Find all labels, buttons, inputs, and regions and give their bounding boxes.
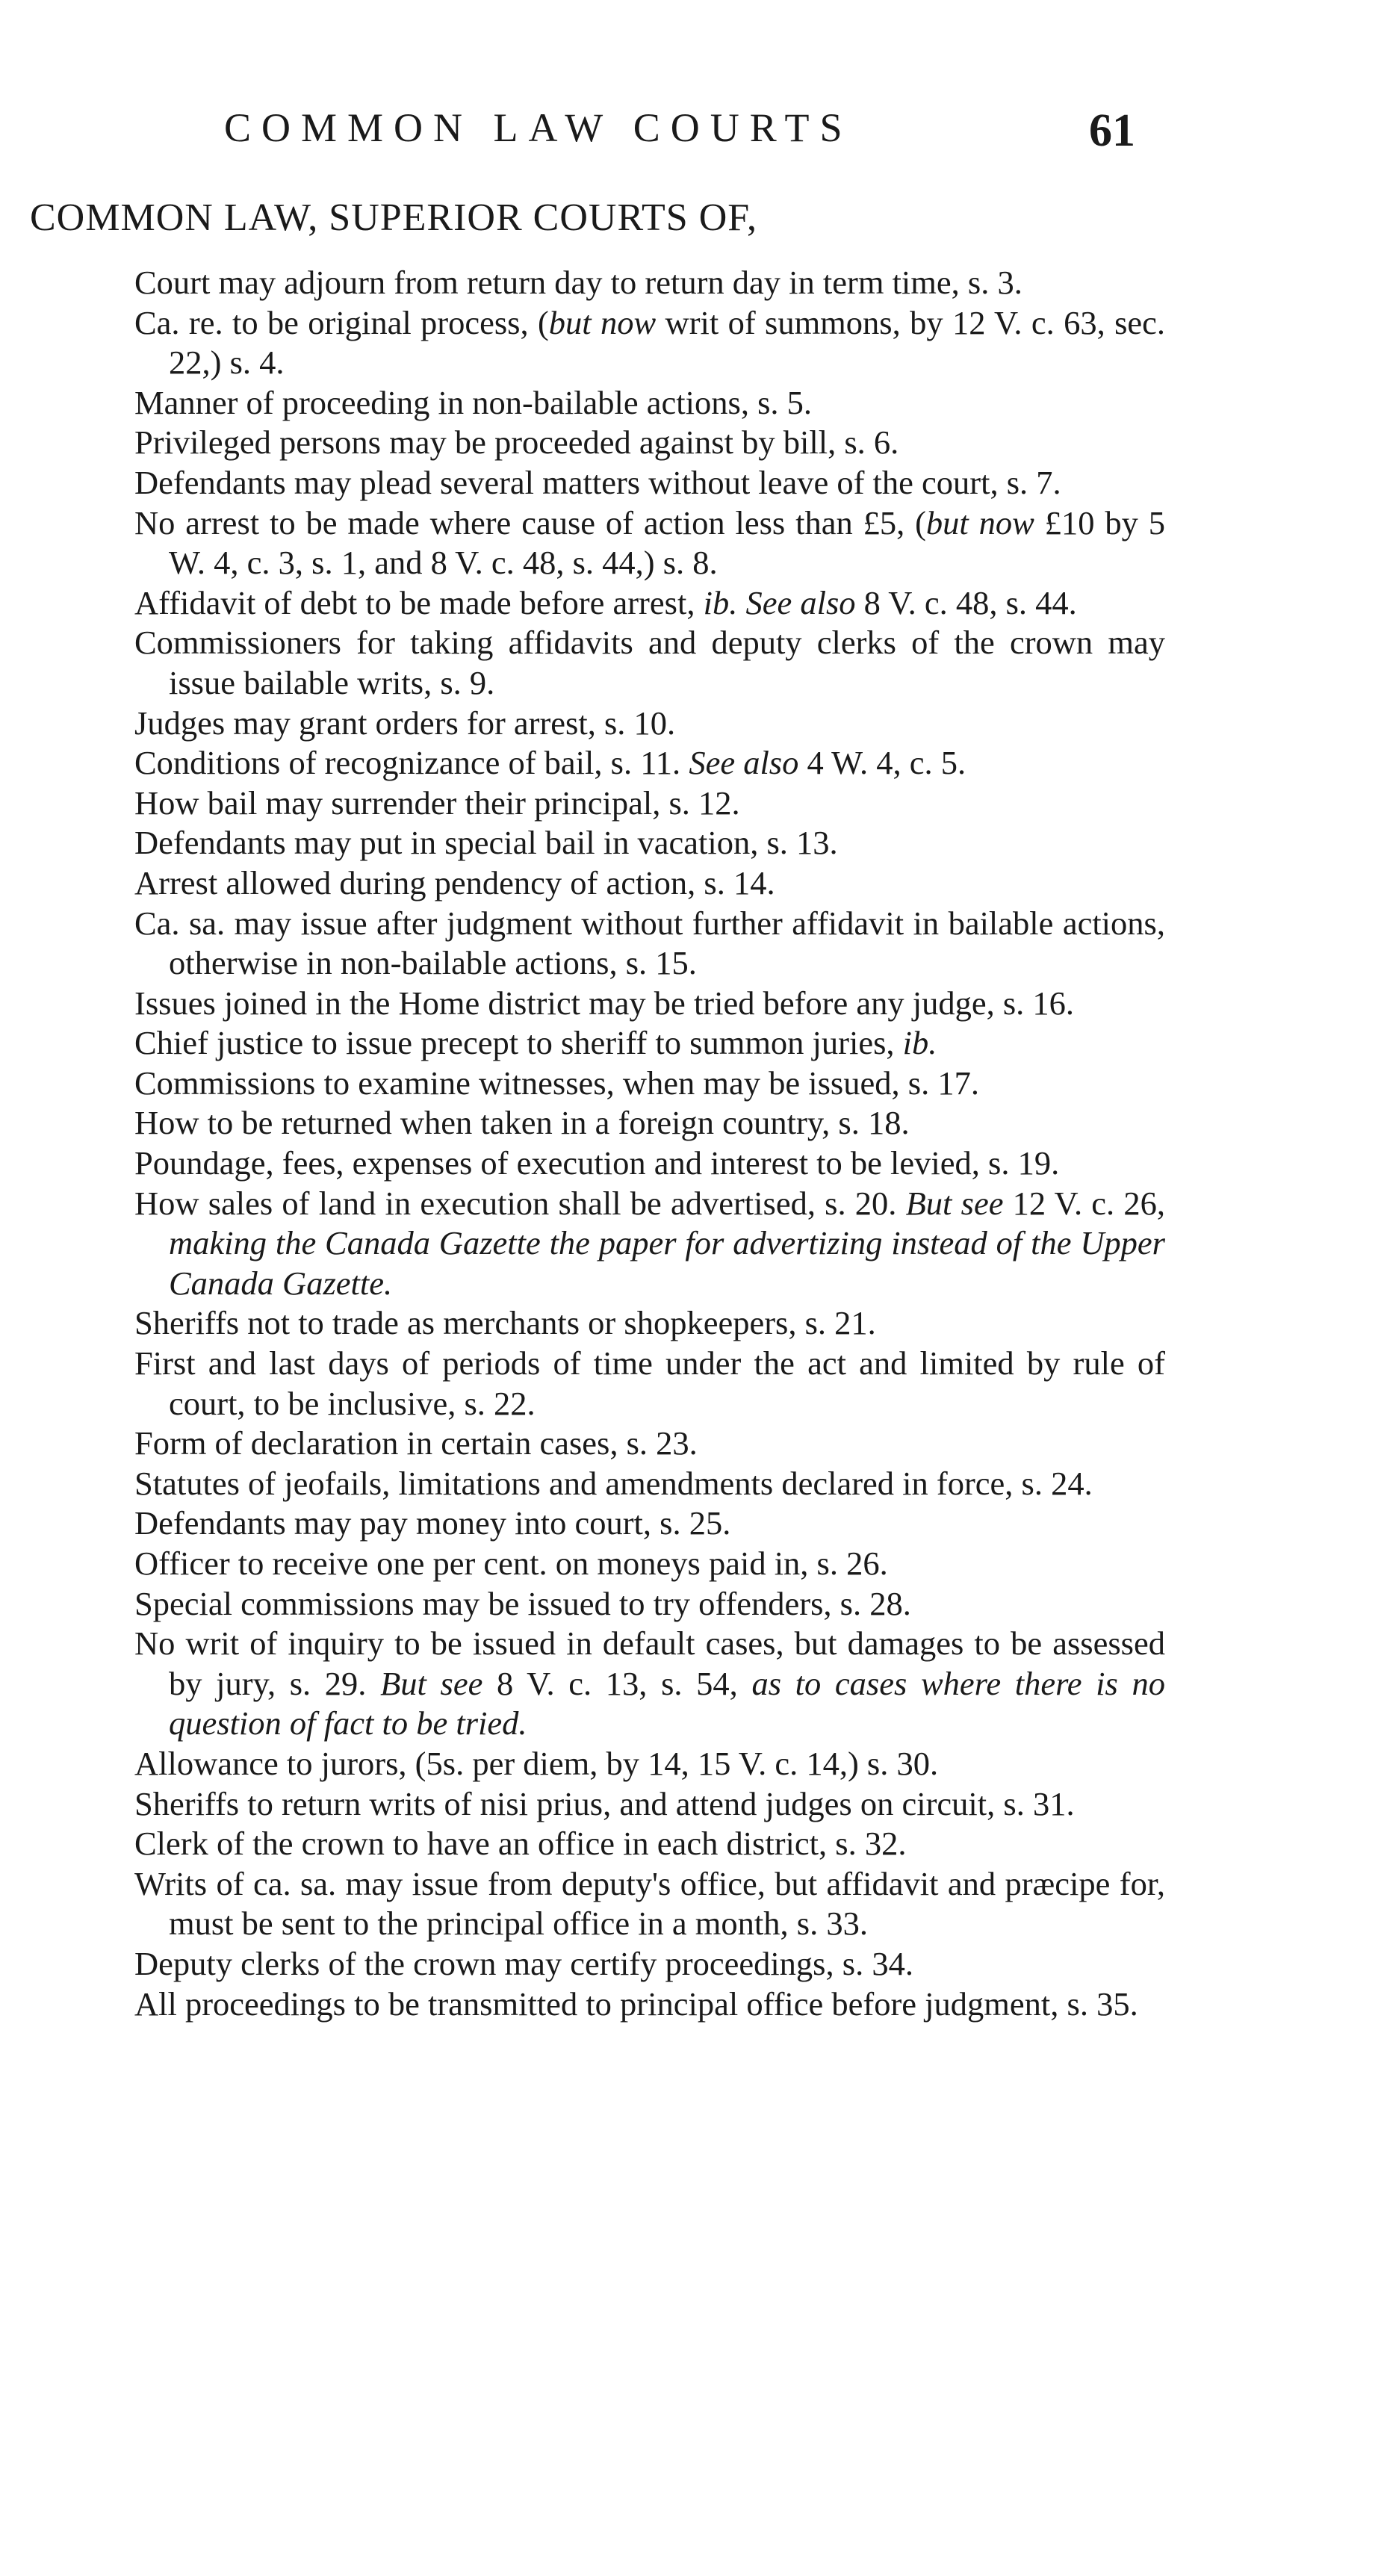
text-run: Chief justice to issue precept to sheriff to summon juries, bbox=[134, 1024, 903, 1062]
text-run: Form of declaration in certain cases, s. 23. bbox=[134, 1424, 698, 1462]
text-run: Clerk of the crown to have an office in each district, s. 32. bbox=[134, 1825, 907, 1863]
index-entry bbox=[134, 984, 1165, 1024]
index-entry bbox=[134, 303, 1165, 383]
index-entry bbox=[134, 383, 1165, 423]
text-run: Judges may grant orders for arrest, s. 10. bbox=[134, 704, 676, 742]
index-entry bbox=[134, 1864, 1165, 1944]
text-run: Officer to receive one per cent. on moneys paid in, s. 26. bbox=[134, 1545, 888, 1582]
italic-run: as to cases where there is no question of fact to be tried. bbox=[169, 1664, 1165, 1742]
index-entry bbox=[134, 1984, 1165, 2025]
text-run: Allowance to jurors, (5s. per diem, by 14, 15 V. c. 14,) s. 30. bbox=[134, 1744, 939, 1782]
text-run: Writs of ca. sa. may issue from deputy's office, but affidavit and præcipe for, must be sent to the principal office in a month, s. 33. bbox=[134, 1864, 1165, 1943]
index-entry bbox=[134, 1303, 1165, 1344]
text-run: Ca. re. to be original process, ( bbox=[134, 303, 549, 341]
running-header-title: COMMON LAW COURTS bbox=[224, 105, 853, 150]
text-run: Defendants may plead several matters without leave of the court, s. 7. bbox=[134, 463, 1061, 501]
text-run: 12 V. c. 26, bbox=[1003, 1184, 1165, 1222]
text-run: 4 W. 4, c. 5. bbox=[798, 744, 966, 782]
text-run: 8 V. c. 48, s. 44. bbox=[855, 583, 1077, 621]
text-run: First and last days of periods of time under the act and limited by rule of court, to be inclusive, s. 22. bbox=[134, 1344, 1165, 1422]
text-run: £10 by 5 W. 4, c. 3, s. 1, and 8 V. c. 48, s. 44,) s. 8. bbox=[169, 503, 1166, 582]
text-run: Ca. sa. may issue after judgment without further affidavit in bailable actions, otherwise in non-bailable actions, s. 15. bbox=[134, 904, 1165, 982]
text-run: Commissions to examine witnesses, when may be issued, s. 17. bbox=[134, 1064, 979, 1102]
italic-run: ib. bbox=[703, 583, 738, 621]
text-run: No writ of inquiry to be issued in default cases, but damages to be assessed by jury, s. 29. bbox=[134, 1624, 1165, 1702]
index-entry bbox=[134, 503, 1165, 583]
text-run: How sales of land in execution shall be advertised, s. 20. bbox=[134, 1184, 906, 1222]
text-run: Statutes of jeofails, limitations and amendments declared in force, s. 24. bbox=[134, 1464, 1093, 1502]
index-entry bbox=[134, 1344, 1165, 1424]
text-run: Issues joined in the Home district may be tried before any judge, s. 16. bbox=[134, 984, 1075, 1022]
text-run bbox=[737, 584, 745, 621]
index-entry bbox=[134, 743, 1165, 783]
text-run: No arrest to be made where cause of action less than £5, ( bbox=[134, 503, 926, 541]
text-run: Affidavit of debt to be made before arrest, bbox=[134, 583, 704, 621]
index-entry bbox=[134, 783, 1165, 824]
index-entry bbox=[134, 1584, 1165, 1624]
italic-run: But see bbox=[905, 1184, 1004, 1222]
index-entry bbox=[134, 1744, 1165, 1784]
italic-run: See also bbox=[745, 583, 856, 621]
index-entry bbox=[134, 1143, 1165, 1184]
index-entry bbox=[134, 863, 1165, 904]
text-run: 8 V. c. 13, s. 54, bbox=[482, 1664, 752, 1702]
index-entry bbox=[134, 263, 1165, 303]
text-run: All proceedings to be transmitted to principal office before judgment, s. 35. bbox=[134, 1984, 1138, 2023]
index-entry bbox=[134, 1424, 1165, 1464]
index-entry bbox=[134, 423, 1165, 463]
text-run: writ of summons, by 12 V. c. 63, sec. 22,) s. 4. bbox=[169, 303, 1166, 382]
text-run: Commissioners for taking affidavits and deputy clerks of the crown may issue bailable writs, s. 9. bbox=[134, 624, 1165, 701]
text-run: Manner of proceeding in non-bailable actions, s. 5. bbox=[134, 383, 813, 421]
index-entry bbox=[134, 1464, 1165, 1504]
text-run: Sheriffs to return writs of nisi prius, and attend judges on circuit, s. 31. bbox=[134, 1784, 1075, 1822]
index-entry bbox=[134, 1103, 1165, 1143]
text-run: Defendants may put in special bail in vacation, s. 13. bbox=[134, 824, 838, 862]
italic-run: ib. bbox=[902, 1024, 937, 1062]
index-entry bbox=[134, 583, 1165, 624]
text-run: Arrest allowed during pendency of action, s. 14. bbox=[134, 863, 775, 901]
index-entry bbox=[134, 1624, 1165, 1744]
text-run: How to be returned when taken in a foreign country, s. 18. bbox=[134, 1104, 910, 1142]
index-entry bbox=[134, 1944, 1165, 1984]
text-run: Conditions of recognizance of bail, s. 11. bbox=[134, 744, 689, 782]
text-run: Court may adjourn from return day to return day in term time, s. 3. bbox=[134, 264, 1022, 301]
index-entry bbox=[134, 1503, 1165, 1544]
index-entry bbox=[134, 1184, 1165, 1304]
index-entry bbox=[134, 623, 1165, 703]
index-entry bbox=[134, 1064, 1165, 1104]
index-entry bbox=[134, 1544, 1165, 1584]
index-entry bbox=[134, 1824, 1165, 1864]
index-entry bbox=[134, 704, 1165, 744]
section-heading: COMMON LAW, SUPERIOR COURTS OF, bbox=[30, 196, 758, 239]
italic-run: See also bbox=[689, 744, 799, 782]
index-entry bbox=[134, 1023, 1165, 1064]
text-run: Defendants may pay money into court, s. 25. bbox=[134, 1504, 731, 1542]
italic-run: but now bbox=[548, 303, 657, 341]
text-run: Poundage, fees, expenses of execution and interest to be levied, s. 19. bbox=[134, 1144, 1060, 1182]
text-run: Deputy clerks of the crown may certify proceedings, s. 34. bbox=[134, 1944, 913, 1982]
text-run: Sheriffs not to trade as merchants or shopkeepers, s. 21. bbox=[134, 1304, 876, 1342]
index-entry bbox=[134, 1784, 1165, 1825]
text-run: Privileged persons may be proceeded against by bill, s. 6. bbox=[134, 423, 899, 462]
index-entry bbox=[134, 463, 1165, 503]
text-run: How bail may surrender their principal, s. 12. bbox=[134, 783, 740, 822]
index-entry-list bbox=[134, 263, 1165, 2024]
page-number: 61 bbox=[1089, 105, 1135, 156]
text-run: Special commissions may be issued to try offenders, s. 28. bbox=[134, 1584, 911, 1622]
italic-run: But see bbox=[380, 1664, 483, 1702]
italic-run: making the Canada Gazette the paper for advertizing instead of the Upper Canada Gazette. bbox=[169, 1224, 1165, 1302]
index-entry bbox=[134, 823, 1165, 863]
italic-run: but now bbox=[925, 503, 1034, 541]
index-entry bbox=[134, 904, 1165, 984]
